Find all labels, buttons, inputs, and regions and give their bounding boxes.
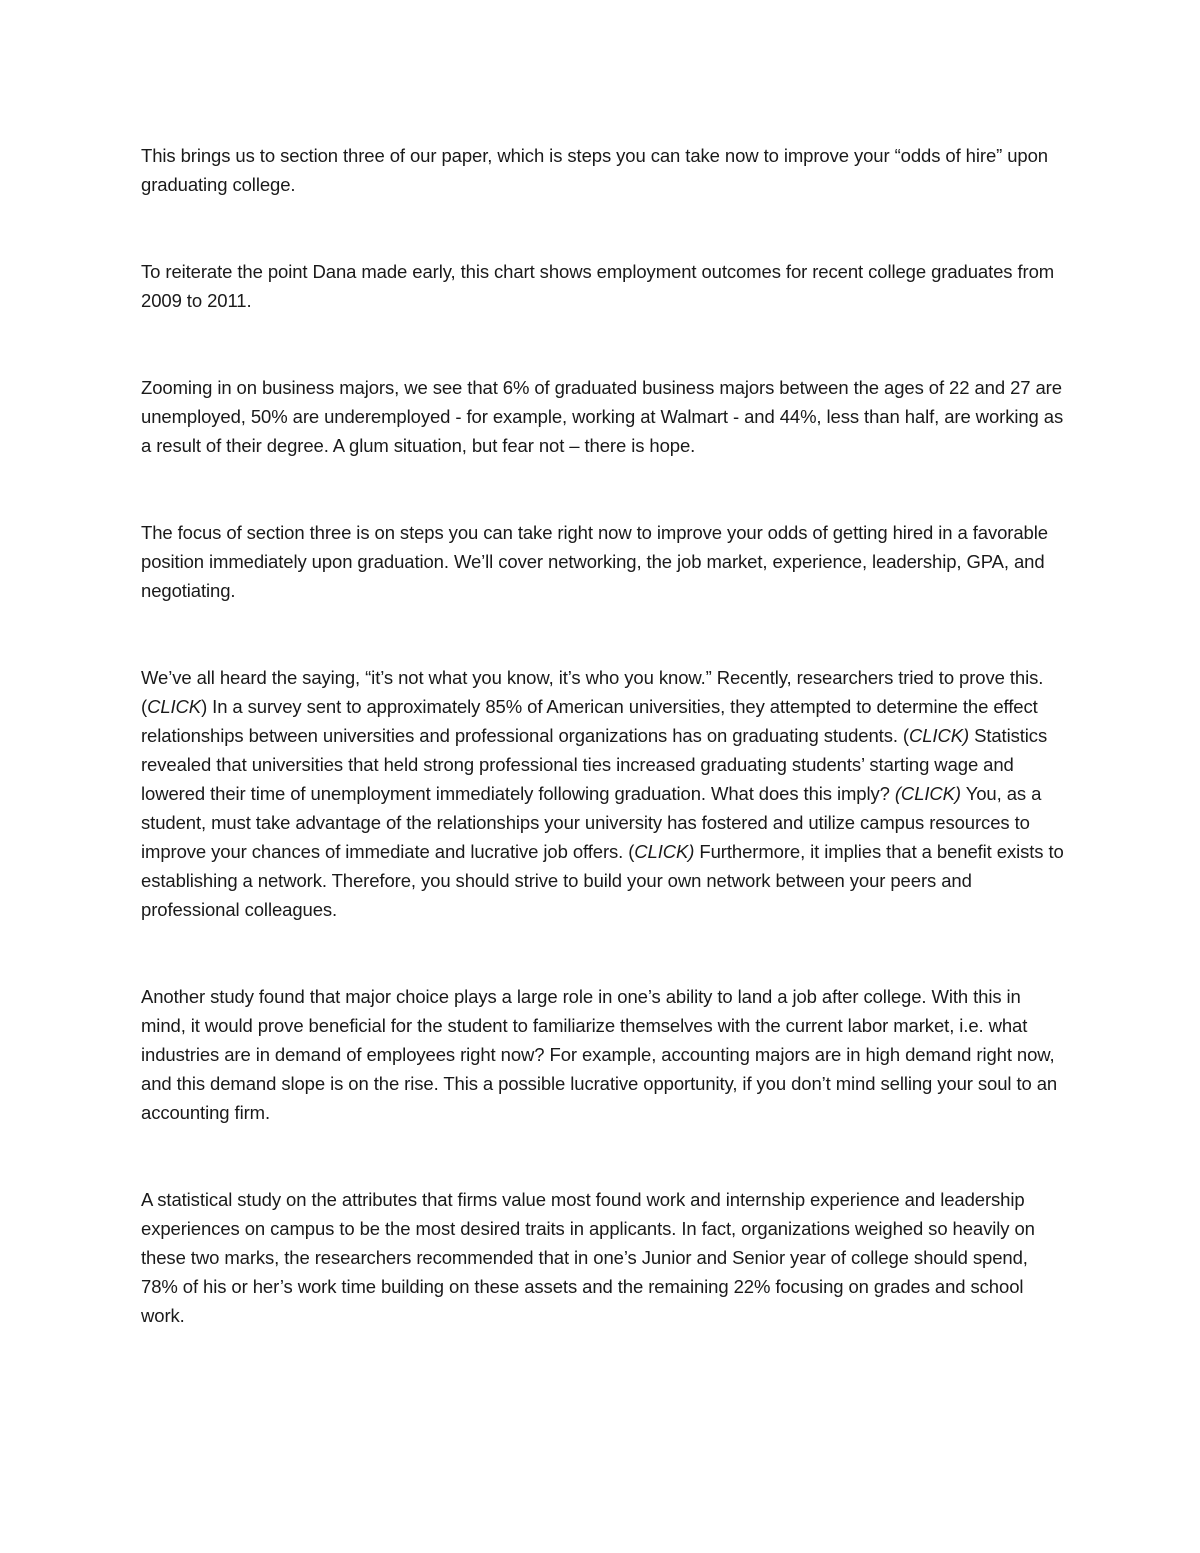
paragraph-text: ) In a survey sent to approximately 85% of American universities, they attempted to determine the effect relationships between universities and professional organizations has on graduating students. ( — [141, 696, 1038, 746]
paragraph-section-focus — [141, 518, 1066, 605]
paragraph-experience-leadership — [141, 1185, 1066, 1330]
paragraph-text: We’ve all heard the saying, “it’s not what you know, it’s who you know.” Recently, researchers tried to prove this. ( — [141, 667, 1044, 717]
click-cue: CLICK — [147, 696, 202, 717]
paragraph-chart-reference — [141, 257, 1066, 315]
paragraph-section-intro — [141, 141, 1066, 199]
paragraph-text: Statistics revealed that universities that held strong professional ties increased graduating students’ starting wage and lowered their time of unemployment immediately following graduation. What does this imply? — [141, 725, 1048, 804]
paragraph-text: You, as a student, must take advantage of the relationships your university has fostered and utilize campus resources to improve your chances of immediate and lucrative job offers. ( — [141, 783, 1042, 862]
click-cue: CLICK) — [634, 841, 695, 862]
paragraph-networking — [141, 663, 1066, 924]
click-cue: (CLICK) — [894, 783, 961, 804]
paragraph-text: Furthermore, it implies that a benefit exists to establishing a network. Therefore, you should strive to build your own network between your peers and professional colleagues. — [141, 841, 1064, 920]
paragraph-text: Zooming in on business majors, we see that 6% of graduated business majors between the ages of 22 and 27 are unemployed, 50% are underemployed - for example, working at Walmart - and 44%, less than half, are working as a result of their degree. A glum situation, but fear not – there is hope. — [141, 377, 1064, 456]
document-body — [141, 141, 1066, 1388]
paragraph-text: This brings us to section three of our paper, which is steps you can take now to improve your “odds of hire” upon graduating college. — [141, 145, 1048, 195]
paragraph-text: To reiterate the point Dana made early, this chart shows employment outcomes for recent college graduates from 2009 to 2011. — [141, 261, 1055, 311]
paragraph-text: The focus of section three is on steps you can take right now to improve your odds of getting hired in a favorable position immediately upon graduation. We’ll cover networking, the job market, experience, leadership, GPA, and negotiating. — [141, 522, 1048, 601]
paragraph-text: Another study found that major choice plays a large role in one’s ability to land a job after college. With this in mind, it would prove beneficial for the student to familiarize themselves with the current labor market, i.e. what industries are in demand of employees right now? For example, accounting majors are in high demand right now, and this demand slope is on the rise. This a possible lucrative opportunity, if you don’t mind selling your soul to an accounting firm. — [141, 986, 1058, 1123]
paragraph-job-market — [141, 982, 1066, 1127]
paragraph-text: A statistical study on the attributes that firms value most found work and internship experience and leadership experiences on campus to be the most desired traits in applicants. In fact, organizations weighed so heavily on these two marks, the researchers recommended that in one’s Junior and Senior year of college should spend, 78% of his or her’s work time building on these assets and the remaining 22% focusing on grades and school work. — [141, 1189, 1035, 1326]
click-cue: CLICK) — [908, 725, 970, 746]
paragraph-business-majors — [141, 373, 1066, 460]
